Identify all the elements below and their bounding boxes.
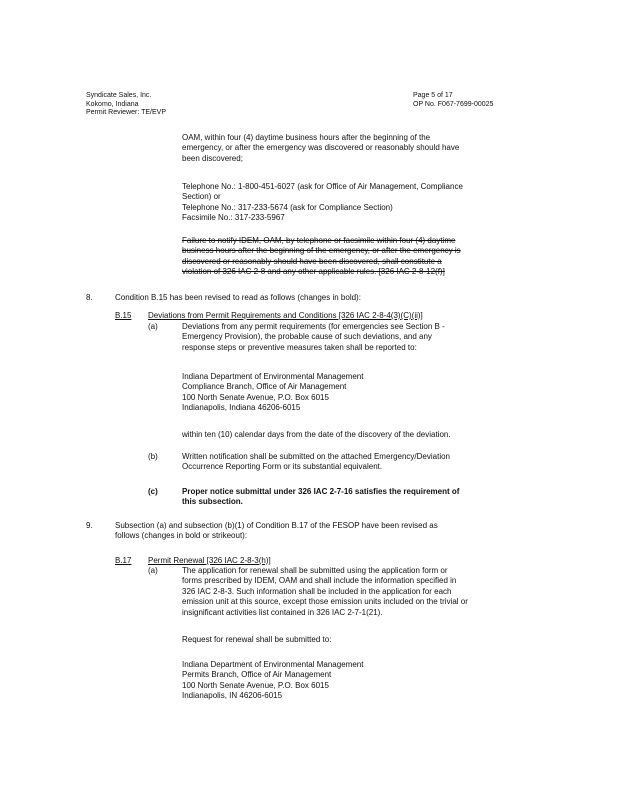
item-8-number: 8. <box>86 293 93 302</box>
header-left <box>86 92 166 118</box>
b15-c-text: Proper notice submittal under 326 IAC 2-7-16 satisfies the requirement of this subsection. <box>182 487 460 507</box>
b15-within: within ten (10) calendar days from the date of the discovery of the deviation. <box>182 430 451 439</box>
header-right <box>413 92 493 109</box>
contact-numbers: Telephone No.: 1-800-451-6027 (ask for Office of Air Management, Compliance Section) or Telephone No.: 317-233-5674 (ask for Compliance Section) Facsimile No.: 317-233-5967 <box>182 182 463 223</box>
b15-label: B.15 <box>115 311 132 320</box>
b17-label: B.17 <box>115 556 132 565</box>
b15-b-label: (b) <box>148 452 158 461</box>
header-location: Kokomo, Indiana <box>86 100 139 108</box>
fax: Facsimile No.: 317-233-5967 <box>182 213 285 223</box>
b17-request: Request for renewal shall be submitted to: <box>182 635 332 644</box>
item-8-text: Condition B.15 has been revised to read as follows (changes in bold): <box>115 293 361 302</box>
b15-title: Deviations from Permit Requirements and Conditions [326 IAC 2-8-4(3)(C)(ii)] <box>148 311 423 320</box>
header-permit-no: OP No. F067-7699-00025 <box>413 100 494 108</box>
b17-address: Indiana Department of Environmental Management Permits Branch, Office of Air Management 100 North Senate Avenue, P.O. Box 6015 Indianapolis, IN 46206-6015 <box>182 660 364 701</box>
deleted-paragraph: Failure to notify IDEM, OAM, by telephone or facsimile within four (4) daytime business hours after the beginning of the emergency, or after the emergency is discovered or reasonably should have been discovered, shall constitute a violation of 326 IAC 2-8 and any other applicable rules. [326 IAC 2-8-12(f)] <box>182 236 461 277</box>
header-page: Page 5 of 17 <box>413 92 453 99</box>
item-9-number: 9. <box>86 521 93 530</box>
b15-c-label: (c) <box>148 487 158 496</box>
b17-a-label: (a) <box>148 566 158 575</box>
phone-1: Telephone No.: 1-800-451-6027 (ask for Office of Air Management, Compliance <box>182 182 463 191</box>
phone-2: Telephone No.: 317-233-5674 (ask for Compliance Section) <box>182 202 393 212</box>
b17-a-text: The application for renewal shall be submitted using the application form or forms prescribed by IDEM, OAM and shall include the information specified in 326 IAC 2-8-3. Such information shall be included in the application for each emission unit at this source, except those emission units included on the trivial or insignificant activities list contained in 326 IAC 2-7-1(21). <box>182 566 468 617</box>
b15-b-text: Written notification shall be submitted on the attached Emergency/Deviation Occurrence Reporting Form or its substantial equivalent. <box>182 452 450 472</box>
b17-title: Permit Renewal [326 IAC 2-8-3(h)] <box>148 556 271 565</box>
header-company: Syndicate Sales, Inc. <box>86 92 152 99</box>
header-reviewer: Permit Reviewer: TE/EVP <box>86 109 167 116</box>
item-9-text: Subsection (a) and subsection (b)(1) of Condition B.17 of the FESOP have been revised as follows (changes in bold or strikeout): <box>115 521 438 541</box>
oam-paragraph: OAM, within four (4) daytime business hours after the beginning of the emergency, or after the emergency was discovered or reasonably should have been discovered; <box>182 133 460 163</box>
b15-a-text: Deviations from any permit requirements (for emergencies see Section B - Emergency Provision), the probable cause of such deviations, and any response steps or preventive measures taken shall be reported to: <box>182 322 445 352</box>
b15-address: Indiana Department of Environmental Management Compliance Branch, Office of Air Management 100 North Senate Avenue, P.O. Box 6015 Indianapolis, Indiana 46206-6015 <box>182 372 364 413</box>
b15-a-label: (a) <box>148 322 158 331</box>
